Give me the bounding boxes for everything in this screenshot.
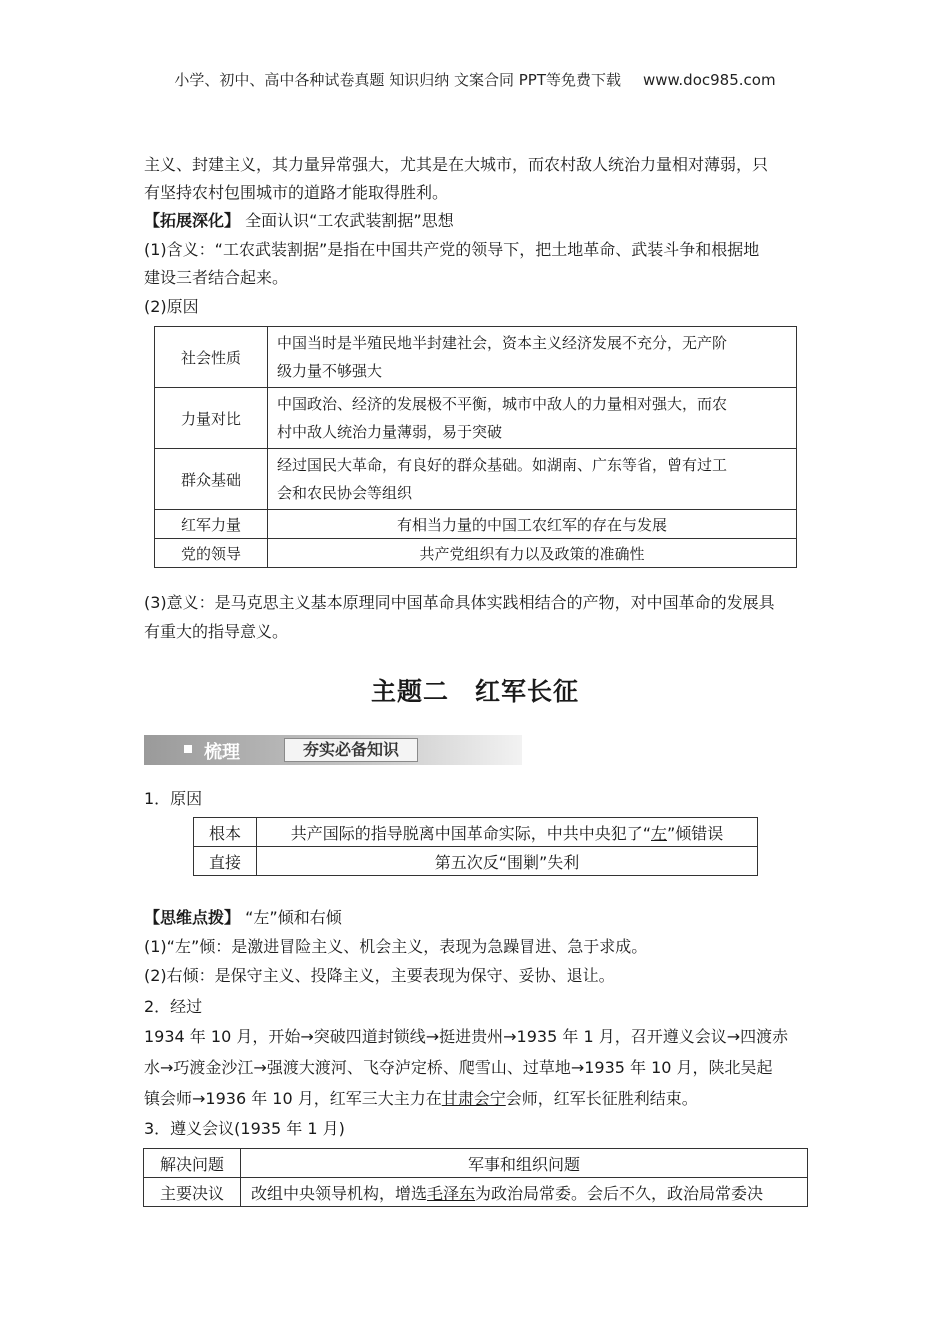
zunyi-value: 改组中央领导机构，增选毛泽东为政治局常委。会后不久，政治局常委决 — [241, 1178, 808, 1207]
reason-table — [154, 326, 797, 568]
zunyi-key: 解决问题 — [144, 1149, 241, 1178]
reason-key: 红军力量 — [155, 510, 268, 539]
table-row — [144, 1178, 808, 1207]
cause-key: 直接 — [194, 847, 257, 876]
reason-key: 力量对比 — [155, 388, 268, 449]
cause-table — [193, 817, 758, 876]
section-banner — [144, 735, 522, 765]
process-heading: 2．经过 — [144, 997, 203, 1016]
thinking-left: (1)“左”倾：是激进冒险主义、机会主义，表现为急躁冒进、急于求成。 — [144, 937, 648, 956]
intro-line-2: 有坚持农村包围城市的道路才能取得胜利。 — [144, 183, 449, 202]
section-title: 主题二 红军长征 — [370, 677, 579, 706]
zunyi-value: 军事和组织问题 — [241, 1149, 808, 1178]
definition-line-2: 建设三者结合起来。 — [144, 268, 289, 287]
reason-key: 群众基础 — [155, 449, 268, 510]
reason-value: 中国政治、经济的发展极不平衡，城市中敌人的力量相对强大，而农 村中敌人统治力量薄弱，易于突破 — [268, 388, 797, 449]
reason-key: 党的领导 — [155, 539, 268, 568]
meaning-line-1: (3)意义：是马克思主义基本原理同中国革命具体实践相结合的产物，对中国革命的发展具 — [144, 593, 775, 612]
header-site-link[interactable]: www.doc985.com — [642, 71, 776, 89]
process-line-3: 镇会师→1936 年 10 月，红军三大主力在甘肃会宁会师，红军长征胜利结束。 — [144, 1089, 698, 1108]
table-row — [155, 327, 797, 388]
table-row — [194, 847, 758, 876]
table-row — [155, 388, 797, 449]
banner-box: 夯实必备知识 — [284, 738, 418, 762]
zunyi-key: 主要决议 — [144, 1178, 241, 1207]
reason-value: 共产党组织有力以及政策的准确性 — [268, 539, 797, 568]
header-text: 小学、初中、高中各种试卷真题 知识归纳 文案合同 PPT等免费下载 — [174, 71, 621, 89]
banner-label: 梳理 — [204, 742, 240, 763]
reason-value: 有相当力量的中国工农红军的存在与发展 — [268, 510, 797, 539]
expand-tag: 【拓展深化】 — [144, 211, 241, 230]
table-row — [144, 1149, 808, 1178]
meaning-line-2: 有重大的指导意义。 — [144, 622, 289, 641]
cause-heading: 1．原因 — [144, 789, 203, 808]
page-header — [0, 69, 950, 90]
banner-square-icon — [184, 745, 192, 753]
reason-key: 社会性质 — [155, 327, 268, 388]
zunyi-table — [143, 1148, 808, 1207]
thinking-title: “左”倾和右倾 — [245, 908, 342, 927]
definition-line-1: (1)含义：“工农武装割据”是指在中国共产党的领导下，把土地革命、武装斗争和根据地 — [144, 240, 760, 259]
intro-line-1: 主义、封建主义，其力量异常强大，尤其是在大城市，而农村敌人统治力量相对薄弱，只 — [144, 155, 769, 174]
table-row — [155, 539, 797, 568]
cause-key: 根本 — [194, 818, 257, 847]
thinking-heading — [144, 908, 809, 928]
zunyi-heading: 3．遵义会议(1935 年 1 月) — [144, 1119, 345, 1138]
expand-title: 全面认识“工农武装割据”思想 — [245, 211, 454, 230]
thinking-right: (2)右倾：是保守主义、投降主义，主要表现为保守、妥协、退让。 — [144, 966, 615, 985]
reason-value: 经过国民大革命，有良好的群众基础。如湖南、广东等省，曾有过工 会和农民协会等组织 — [268, 449, 797, 510]
table-row — [194, 818, 758, 847]
thinking-tag: 【思维点拨】 — [144, 908, 241, 927]
cause-value: 第五次反“围剿”失利 — [257, 847, 758, 876]
process-line-2: 水→巧渡金沙江→强渡大渡河、飞夺泸定桥、爬雪山、过草地→1935 年 10 月，陕北吴起 — [144, 1058, 773, 1077]
table-row — [155, 510, 797, 539]
table-row — [155, 449, 797, 510]
reason-value: 中国当时是半殖民地半封建社会，资本主义经济发展不充分，无产阶 级力量不够强大 — [268, 327, 797, 388]
reason-label: (2)原因 — [144, 297, 199, 316]
cause-value: 共产国际的指导脱离中国革命实际，中共中央犯了“左”倾错误 — [257, 818, 758, 847]
process-line-1: 1934 年 10 月，开始→突破四道封锁线→挺进贵州→1935 年 1 月，召开遵义会议→四渡赤 — [144, 1027, 789, 1046]
expand-heading — [144, 211, 809, 231]
